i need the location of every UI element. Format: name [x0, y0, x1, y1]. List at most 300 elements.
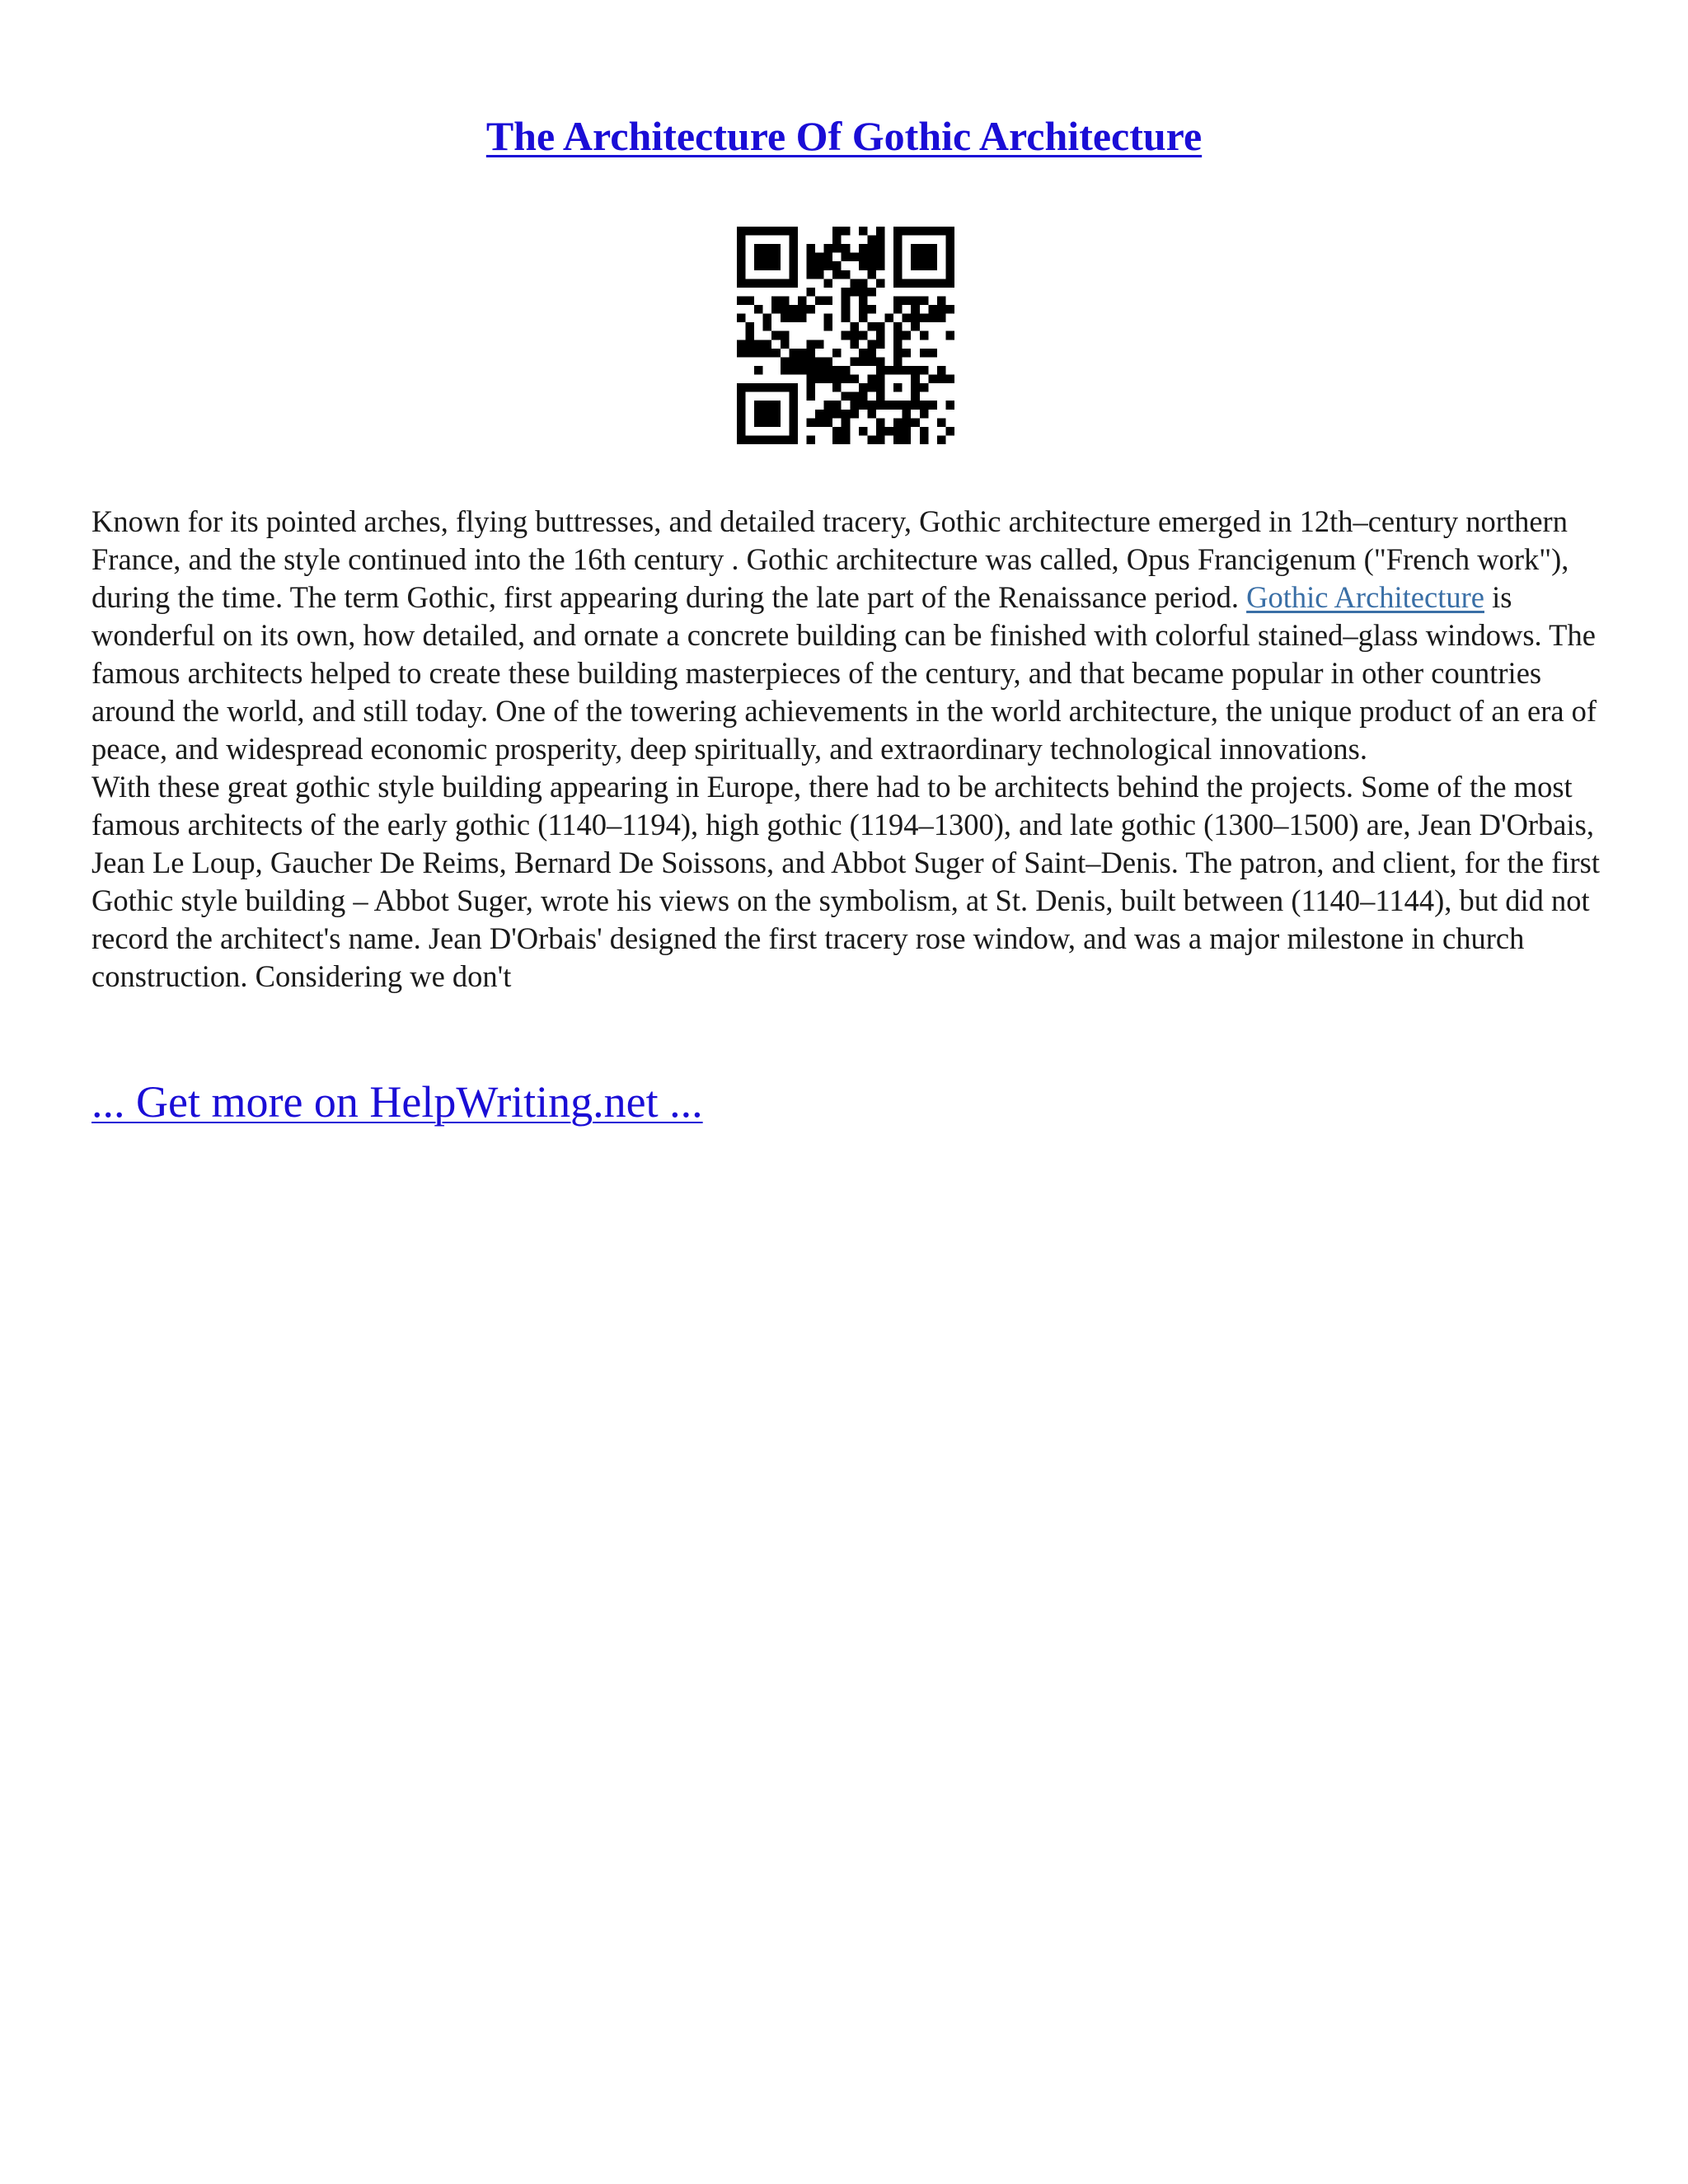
qr-module — [737, 427, 746, 436]
qr-module — [806, 349, 815, 358]
qr-module — [885, 401, 894, 410]
qr-module — [815, 270, 824, 279]
qr-module — [815, 418, 824, 427]
qr-module — [893, 261, 903, 270]
qr-module — [763, 340, 772, 349]
qr-module — [876, 392, 885, 401]
qr-module — [771, 305, 781, 314]
qr-module — [737, 340, 746, 349]
qr-module — [920, 410, 929, 419]
qr-module — [771, 244, 781, 253]
qr-module — [920, 261, 929, 270]
qr-module — [737, 279, 746, 288]
qr-module — [859, 331, 868, 340]
qr-module — [806, 305, 815, 314]
qr-module — [737, 401, 746, 410]
qr-module — [842, 305, 851, 314]
qr-module — [928, 253, 937, 262]
qr-module — [903, 427, 912, 436]
qr-module — [893, 427, 903, 436]
qr-module — [754, 366, 763, 375]
qr-module — [771, 261, 781, 270]
qr-module — [763, 279, 772, 288]
qr-module — [737, 244, 746, 253]
qr-module — [754, 435, 763, 444]
qr-module — [763, 410, 772, 419]
qr-module — [945, 279, 954, 288]
qr-module — [789, 253, 798, 262]
qr-module — [903, 435, 912, 444]
qr-module — [928, 244, 937, 253]
qr-module — [763, 314, 772, 323]
qr-module — [763, 383, 772, 392]
qr-module — [746, 296, 755, 305]
qr-module — [789, 401, 798, 410]
qr-module — [789, 244, 798, 253]
qr-module — [859, 279, 868, 288]
page-title — [0, 109, 1688, 163]
qr-module — [867, 270, 876, 279]
qr-module — [903, 366, 912, 375]
qr-module — [903, 331, 912, 340]
qr-module — [867, 401, 876, 410]
qr-module — [903, 349, 912, 358]
qr-module — [824, 366, 833, 375]
qr-module — [771, 383, 781, 392]
qr-module — [842, 270, 851, 279]
qr-module — [746, 349, 755, 358]
qr-module — [867, 322, 876, 331]
qr-module — [911, 383, 920, 392]
qr-module — [789, 261, 798, 270]
qr-module — [920, 349, 929, 358]
qr-module — [842, 288, 851, 297]
qr-module — [859, 253, 868, 262]
qr-module — [781, 296, 790, 305]
qr-module — [911, 392, 920, 401]
qr-module — [824, 244, 833, 253]
qr-module — [771, 349, 781, 358]
qr-module — [842, 296, 851, 305]
qr-module — [737, 296, 746, 305]
qr-module — [867, 253, 876, 262]
qr-module — [850, 288, 859, 297]
qr-module — [903, 279, 912, 288]
qr-module — [771, 418, 781, 427]
qr-module — [859, 427, 868, 436]
qr-code-icon — [737, 227, 954, 444]
qr-module — [781, 314, 790, 323]
qr-module — [911, 227, 920, 236]
qr-module — [842, 435, 851, 444]
qr-module — [911, 314, 920, 323]
qr-module — [893, 383, 903, 392]
qr-module — [832, 236, 842, 245]
qr-module — [876, 366, 885, 375]
qr-module — [824, 314, 833, 323]
qr-module — [763, 253, 772, 262]
qr-module — [893, 349, 903, 358]
qr-module — [789, 227, 798, 236]
qr-module — [859, 383, 868, 392]
paragraph-1-text-start: Known for its pointed arches, flying buttresses, and detailed tracery, Gothic architecture emerged in 12th–century northern France, and the style continued into the 16th century . Gothic architecture was called, Opus Francigenum ("French work"), during the time. The term Gothic, first appearing during the late part of the Renaissance period. — [91, 504, 1569, 614]
qr-module — [911, 261, 920, 270]
qr-module — [850, 253, 859, 262]
qr-module — [781, 340, 790, 349]
qr-module — [850, 357, 859, 366]
qr-module — [737, 418, 746, 427]
qr-module — [832, 435, 842, 444]
qr-module — [806, 244, 815, 253]
qr-module — [842, 427, 851, 436]
qr-module — [746, 331, 755, 340]
qr-module — [893, 357, 903, 366]
qr-module — [928, 314, 937, 323]
qr-module — [876, 322, 885, 331]
qr-module — [754, 410, 763, 419]
qr-module — [781, 279, 790, 288]
paragraph-1 — [91, 503, 1600, 768]
qr-module — [806, 366, 815, 375]
qr-module — [798, 314, 807, 323]
qr-module — [876, 357, 885, 366]
qr-module — [850, 401, 859, 410]
qr-module — [789, 236, 798, 245]
qr-module — [937, 375, 946, 384]
qr-module — [876, 331, 885, 340]
qr-module — [806, 435, 815, 444]
qr-module — [754, 340, 763, 349]
qr-module — [737, 435, 746, 444]
qr-module — [815, 340, 824, 349]
qr-module — [781, 331, 790, 340]
qr-module — [771, 296, 781, 305]
qr-module — [876, 253, 885, 262]
qr-module — [771, 227, 781, 236]
qr-module — [893, 236, 903, 245]
qr-module — [746, 322, 755, 331]
qr-module — [867, 288, 876, 297]
qr-module — [937, 435, 946, 444]
qr-module — [737, 261, 746, 270]
qr-module — [737, 227, 746, 236]
qr-module — [832, 410, 842, 419]
qr-module — [763, 435, 772, 444]
qr-module — [815, 375, 824, 384]
qr-module — [937, 296, 946, 305]
qr-module — [771, 279, 781, 288]
qr-module — [771, 401, 781, 410]
qr-module — [859, 392, 868, 401]
qr-module — [937, 279, 946, 288]
qr-module — [850, 331, 859, 340]
qr-module — [945, 331, 954, 340]
qr-module — [781, 366, 790, 375]
qr-module — [945, 244, 954, 253]
qr-module — [824, 261, 833, 270]
qr-module — [850, 410, 859, 419]
qr-module — [789, 435, 798, 444]
qr-module — [893, 305, 903, 314]
qr-module — [859, 401, 868, 410]
qr-module — [911, 322, 920, 331]
qr-module — [945, 401, 954, 410]
qr-module — [867, 375, 876, 384]
qr-module — [945, 375, 954, 384]
qr-module — [893, 296, 903, 305]
qr-module — [859, 349, 868, 358]
qr-module — [928, 375, 937, 384]
qr-module — [867, 236, 876, 245]
qr-module — [815, 410, 824, 419]
qr-module — [876, 427, 885, 436]
qr-module — [824, 375, 833, 384]
qr-module — [789, 314, 798, 323]
qr-module — [945, 270, 954, 279]
qr-module — [937, 314, 946, 323]
qr-module — [746, 227, 755, 236]
qr-module — [893, 227, 903, 236]
qr-module — [867, 357, 876, 366]
qr-module — [746, 279, 755, 288]
qr-module — [789, 392, 798, 401]
qr-module — [876, 418, 885, 427]
qr-module — [893, 435, 903, 444]
qr-module — [945, 253, 954, 262]
qr-module — [920, 227, 929, 236]
qr-module — [903, 410, 912, 419]
qr-module — [737, 392, 746, 401]
qr-module — [737, 253, 746, 262]
qr-module — [824, 357, 833, 366]
qr-module — [859, 288, 868, 297]
qr-module — [920, 331, 929, 340]
get-more-link-container — [91, 1073, 703, 1131]
qr-module — [867, 435, 876, 444]
qr-module — [876, 435, 885, 444]
qr-module — [832, 375, 842, 384]
qr-module — [789, 410, 798, 419]
qr-module — [911, 305, 920, 314]
qr-module — [893, 401, 903, 410]
qr-module — [885, 427, 894, 436]
qr-module — [763, 322, 772, 331]
qr-module — [911, 366, 920, 375]
qr-module — [876, 236, 885, 245]
qr-module — [842, 253, 851, 262]
qr-module — [763, 349, 772, 358]
qr-module — [806, 340, 815, 349]
qr-module — [815, 357, 824, 366]
qr-module — [737, 314, 746, 323]
qr-module — [928, 227, 937, 236]
qr-module — [928, 279, 937, 288]
qr-module — [737, 270, 746, 279]
qr-module — [911, 401, 920, 410]
qr-module — [789, 383, 798, 392]
qr-module — [876, 261, 885, 270]
qr-module — [789, 418, 798, 427]
qr-module — [754, 261, 763, 270]
qr-module — [806, 288, 815, 297]
qr-module — [876, 340, 885, 349]
qr-module — [763, 401, 772, 410]
qr-module — [928, 401, 937, 410]
qr-module — [806, 261, 815, 270]
qr-module — [893, 270, 903, 279]
qr-module — [850, 392, 859, 401]
qr-module — [903, 418, 912, 427]
qr-module — [798, 357, 807, 366]
qr-module — [945, 305, 954, 314]
qr-module — [754, 279, 763, 288]
qr-module — [893, 366, 903, 375]
qr-module — [781, 305, 790, 314]
qr-module — [754, 227, 763, 236]
qr-module — [920, 244, 929, 253]
qr-module — [911, 253, 920, 262]
qr-module — [850, 375, 859, 384]
qr-module — [806, 357, 815, 366]
qr-module — [850, 279, 859, 288]
qr-module — [798, 296, 807, 305]
qr-module — [754, 244, 763, 253]
qr-module — [911, 244, 920, 253]
qr-module — [737, 236, 746, 245]
qr-module — [824, 279, 833, 288]
qr-module — [824, 296, 833, 305]
qr-module — [798, 349, 807, 358]
qr-module — [832, 366, 842, 375]
qr-module — [815, 366, 824, 375]
qr-module — [928, 261, 937, 270]
qr-module — [893, 279, 903, 288]
qr-module — [789, 349, 798, 358]
qr-module — [842, 418, 851, 427]
qr-module — [781, 435, 790, 444]
qr-module — [824, 401, 833, 410]
qr-module — [832, 227, 842, 236]
qr-module — [903, 227, 912, 236]
qr-module — [859, 227, 868, 236]
qr-module — [893, 340, 903, 349]
qr-module — [771, 331, 781, 340]
qr-module — [911, 375, 920, 384]
qr-module — [754, 418, 763, 427]
qr-module — [850, 340, 859, 349]
qr-module — [789, 270, 798, 279]
qr-module — [789, 427, 798, 436]
qr-module — [937, 305, 946, 314]
qr-module — [893, 331, 903, 340]
qr-module — [876, 244, 885, 253]
qr-module — [945, 261, 954, 270]
qr-module — [876, 383, 885, 392]
qr-module — [806, 270, 815, 279]
qr-module — [903, 314, 912, 323]
qr-module — [815, 261, 824, 270]
paragraph-2: With these great gothic style building appearing in Europe, there had to be architects behind the projects. Some of the most famous architects of the early gothic (1140–1194), high gothic (1194–1300), and late gothic (1300–1500) are, Jean D'Orbais, Jean Le Loup, Gaucher De Reims, Bernard De Soissons, and Abbot Suger of Saint–Denis. The patron, and client, for the first Gothic style building – Abbot Suger, wrote his views on the symbolism, at St. Denis, built between (1140–1144), but did not record the architect's name. Jean D'Orbais' designed the first tracery rose window, and was a major milestone in church construction. Considering we don't — [91, 770, 1601, 993]
qr-module — [763, 227, 772, 236]
qr-module — [789, 305, 798, 314]
qr-module — [876, 279, 885, 288]
qr-module — [815, 253, 824, 262]
qr-module — [763, 418, 772, 427]
qr-module — [746, 340, 755, 349]
qr-module — [842, 314, 851, 323]
qr-module — [781, 383, 790, 392]
qr-module — [832, 383, 842, 392]
qr-module — [781, 357, 790, 366]
qr-module — [850, 322, 859, 331]
qr-module — [885, 366, 894, 375]
qr-module — [754, 349, 763, 358]
get-more-link[interactable]: ... Get more on HelpWriting.net ... — [91, 1077, 703, 1127]
qr-module — [920, 314, 929, 323]
qr-module — [806, 375, 815, 384]
qr-module — [945, 427, 954, 436]
qr-module — [911, 296, 920, 305]
qr-module — [771, 435, 781, 444]
title-link[interactable]: The Architecture Of Gothic Architecture — [485, 113, 1203, 159]
qr-module — [754, 253, 763, 262]
qr-module — [867, 410, 876, 419]
qr-module — [824, 253, 833, 262]
qr-module — [937, 418, 946, 427]
qr-module — [893, 418, 903, 427]
qr-module — [903, 296, 912, 305]
qr-module — [832, 270, 842, 279]
qr-module — [798, 366, 807, 375]
qr-module — [867, 261, 876, 270]
qr-module — [789, 366, 798, 375]
qr-module — [867, 349, 876, 358]
qr-module — [842, 331, 851, 340]
qr-module — [911, 279, 920, 288]
qr-module — [789, 357, 798, 366]
qr-module — [737, 383, 746, 392]
qr-module — [867, 340, 876, 349]
qr-module — [771, 410, 781, 419]
qr-module — [911, 418, 920, 427]
paragraph-1-text-end: is wonderful on its own, how detailed, and ornate a concrete building can be finished with colorful stained–glass windows. The famous architects helped to create these building masterpieces of the century, and that became popular in other countries around the world, and still today. One of the towering achievements in the world architecture, the unique product of an era of peace, and widespread economic prosperity, deep spiritually, and extraordinary technological innovations. — [91, 580, 1597, 766]
qr-code-graphic — [737, 227, 954, 444]
qr-module — [920, 401, 929, 410]
qr-module — [893, 253, 903, 262]
qr-module — [806, 253, 815, 262]
qr-module — [763, 244, 772, 253]
qr-module — [824, 418, 833, 427]
qr-module — [867, 383, 876, 392]
qr-module — [876, 401, 885, 410]
qr-module — [737, 349, 746, 358]
qr-module — [806, 392, 815, 401]
qr-module — [806, 383, 815, 392]
qr-module — [859, 244, 868, 253]
qr-module — [859, 296, 868, 305]
qr-module — [859, 314, 868, 323]
qr-module — [842, 410, 851, 419]
qr-module — [832, 244, 842, 253]
qr-module — [945, 227, 954, 236]
qr-module — [885, 314, 894, 323]
qr-module — [746, 383, 755, 392]
qr-module — [746, 435, 755, 444]
qr-module — [832, 349, 842, 358]
gothic-architecture-link[interactable]: Gothic Architecture — [1246, 580, 1484, 614]
article-body — [91, 503, 1600, 996]
qr-module — [824, 410, 833, 419]
